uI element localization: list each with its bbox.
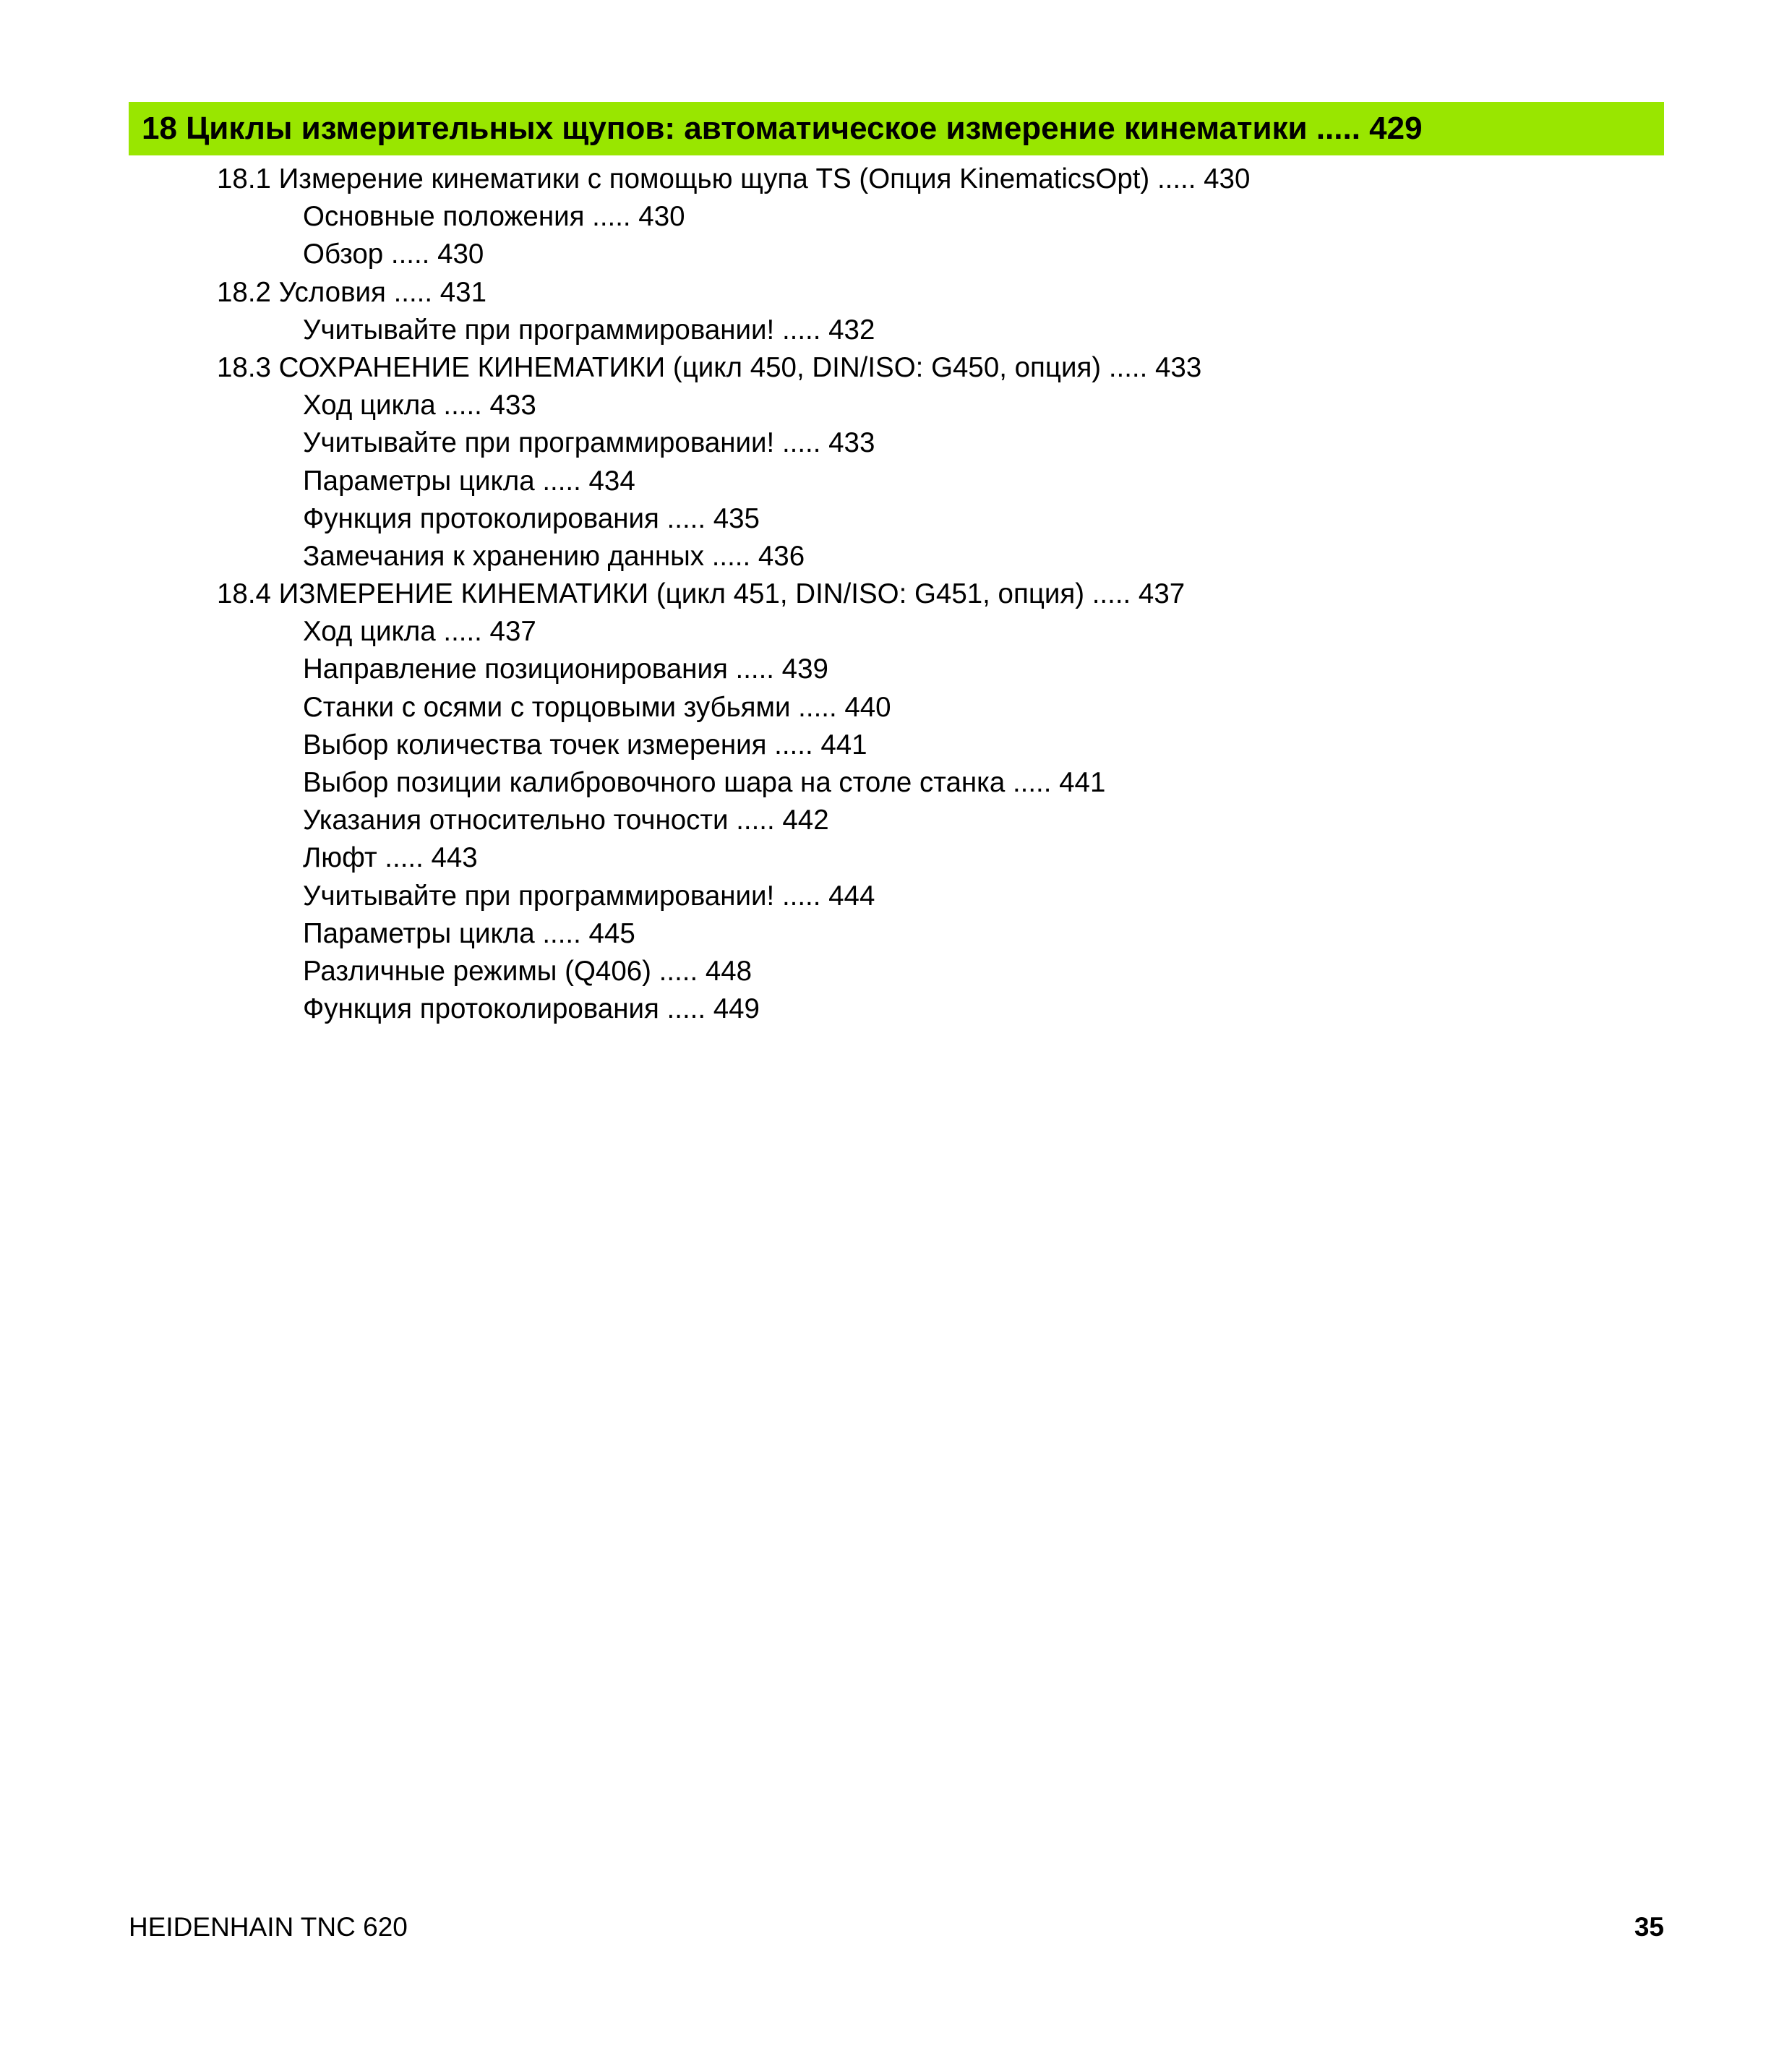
toc-list [217,160,1663,1028]
toc-entry[interactable]: Параметры цикла ..... 434 [303,465,635,497]
toc-entry[interactable]: Выбор количества точек измерения ..... 441 [303,729,867,760]
toc-entry[interactable]: Обзор ..... 430 [303,239,484,270]
toc-entry[interactable]: Учитывайте при программировании! ..... 444 [303,880,875,912]
toc-entry-18-1[interactable]: 18.1 Измерение кинематики с помощью щупа TS (Опция KinematicsOpt) ..... 430 [217,163,1251,194]
toc-entry-18-2[interactable]: 18.2 Условия ..... 431 [217,276,486,308]
toc-entry[interactable]: Функция протоколирования ..... 435 [303,502,760,534]
toc-entry[interactable]: Указания относительно точности ..... 442 [303,805,829,836]
toc-entry[interactable]: Замечания к хранению данных ..... 436 [303,540,805,572]
toc-entry[interactable]: Станки с осями с торцовыми зубьями ..... 440 [303,691,891,723]
toc-entry[interactable]: Ход цикла ..... 437 [303,616,536,648]
toc-entry[interactable]: Ход цикла ..... 433 [303,390,536,421]
toc-entry-18-3[interactable]: 18.3 СОХРАНЕНИЕ КИНЕМАТИКИ (цикл 450, DIN/ISO: G450, опция) ..... 433 [217,351,1202,383]
toc-entry[interactable]: Различные режимы (Q406) ..... 448 [303,955,753,987]
page-number: 35 [1634,1912,1664,1942]
footer-product-name: HEIDENHAIN TNC 620 [129,1912,408,1942]
toc-entry[interactable]: Параметры цикла ..... 445 [303,917,635,949]
toc-entry[interactable]: Учитывайте при программировании! ..... 432 [303,314,875,346]
toc-entry[interactable]: Выбор позиции калибровочного шара на столе станка ..... 441 [303,767,1106,798]
chapter-title[interactable]: 18 Циклы измерительных щупов: автоматическое измерение кинематики ..... 429 [142,111,1423,146]
toc-entry[interactable]: Люфт ..... 443 [303,842,478,874]
toc-entry[interactable]: Учитывайте при программировании! ..... 433 [303,427,875,459]
toc-entry[interactable]: Направление позиционирования ..... 439 [303,654,828,685]
chapter-banner [129,102,1664,155]
toc-entry-18-4[interactable]: 18.4 ИЗМЕРЕНИЕ КИНЕМАТИКИ (цикл 451, DIN/ISO: G451, опция) ..... 437 [217,578,1186,610]
toc-entry[interactable]: Основные положения ..... 430 [303,201,685,233]
toc-entry[interactable]: Функция протоколирования ..... 449 [303,993,760,1025]
